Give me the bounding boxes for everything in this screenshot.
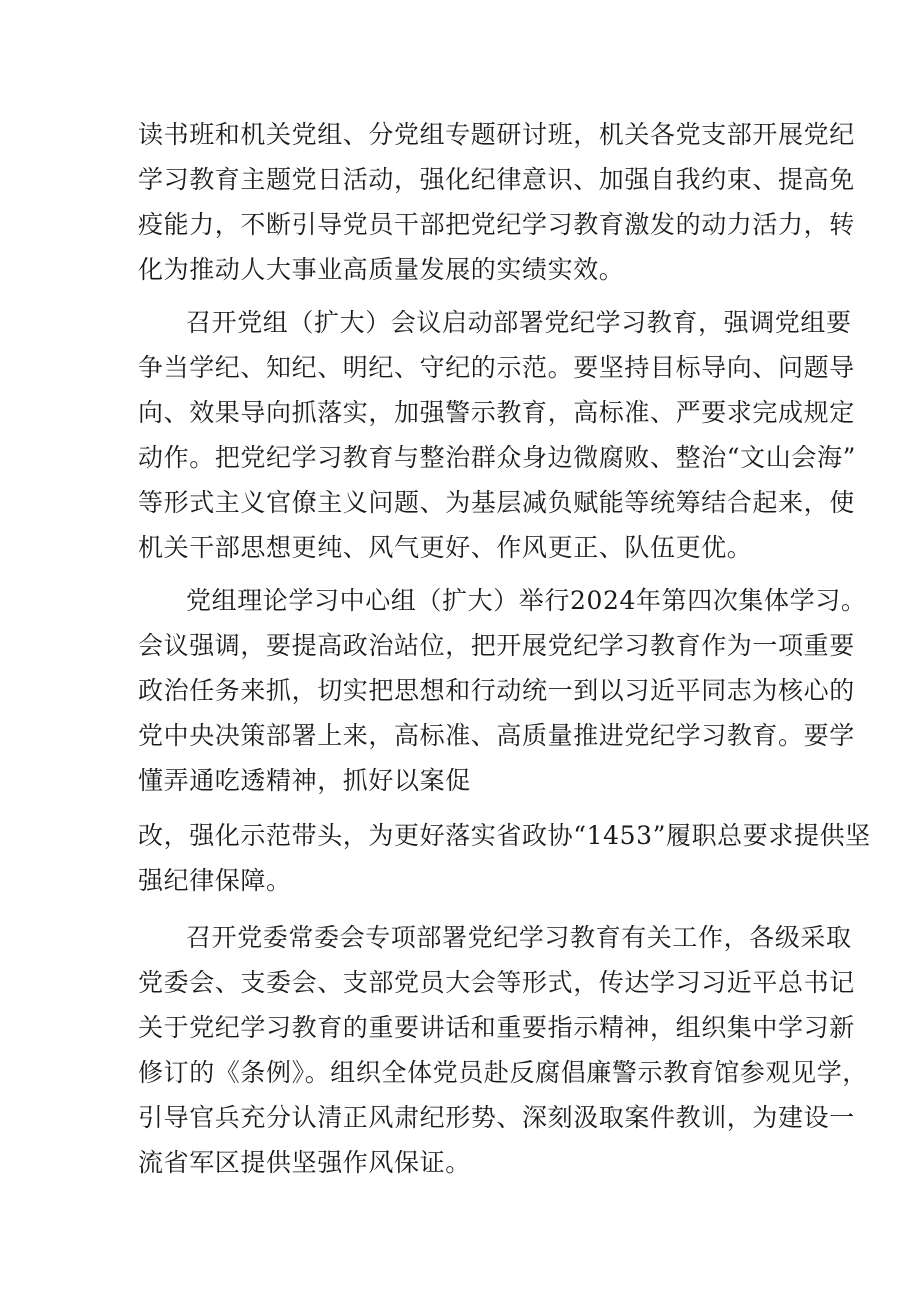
paragraph-5: [138, 915, 868, 1185]
paragraph-line: 改，强化示范带头，为更好落实省政协“1453”履职总要求提供坚: [138, 821, 871, 850]
paragraph-line: 等形式主义官僚主义问题、为基层减负赋能等统筹结合起来，使: [138, 488, 855, 517]
paragraph-line: 引导官兵充分认清正风肃纪形势、深刻汲取案件教训，为建设一: [138, 1103, 855, 1132]
paragraph-line: 流省军区提供坚强作风保证。: [138, 1148, 471, 1177]
paragraph-4: [138, 813, 871, 903]
paragraph-line: 党组理论学习中心组（扩大）举行2024年第四次集体学习。: [186, 586, 867, 615]
paragraph-line: 读书班和机关党组、分党组专题研讨班，机关各党支部开展党纪: [138, 120, 855, 149]
paragraph-line: 召开党委常委会专项部署党纪学习教育有关工作，各级采取: [186, 923, 852, 952]
paragraph-line: 党委会、支委会、支部党员大会等形式，传达学习习近平总书记: [138, 968, 855, 997]
paragraph-line: 党中央决策部署上来，高标准、高质量推进党纪学习教育。要学: [138, 721, 855, 750]
paragraph-line: 争当学纪、知纪、明纪、守纪的示范。要坚持目标导向、问题导: [138, 353, 855, 382]
paragraph-line: 懂弄通吃透精神，抓好以案促: [138, 766, 471, 795]
paragraph-line: 关于党纪学习教育的重要讲话和重要指示精神，组织集中学习新: [138, 1013, 855, 1042]
paragraph-line: 向、效果导向抓落实，加强警示教育，高标准、严要求完成规定: [138, 398, 855, 427]
paragraph-2: [138, 300, 856, 570]
paragraph-line: 学习教育主题党日活动，强化纪律意识、加强自我约束、提高免: [138, 165, 855, 194]
paragraph-1: [138, 112, 855, 292]
paragraph-line: 机关干部思想更纯、风气更好、作风更正、队伍更优。: [138, 533, 753, 562]
paragraph-3: [138, 578, 867, 803]
paragraph-line: 化为推动人大事业高质量发展的实绩实效。: [138, 255, 625, 284]
paragraph-line: 召开党组（扩大）会议启动部署党纪学习教育，强调党组要: [186, 308, 852, 337]
paragraph-line: 强纪律保障。: [138, 866, 292, 895]
paragraph-line: 疫能力，不断引导党员干部把党纪学习教育激发的动力活力，转: [138, 210, 855, 239]
paragraph-line: 会议强调，要提高政治站位，把开展党纪学习教育作为一项重要: [138, 631, 855, 660]
paragraph-line: 动作。把党纪学习教育与整治群众身边微腐败、整治“文山会海”: [138, 443, 856, 472]
paragraph-line: 政治任务来抓，切实把思想和行动统一到以习近平同志为核心的: [138, 676, 855, 705]
paragraph-line: 修订的《条例》。组织全体党员赴反腐倡廉警示教育馆参观见学，: [138, 1058, 868, 1087]
